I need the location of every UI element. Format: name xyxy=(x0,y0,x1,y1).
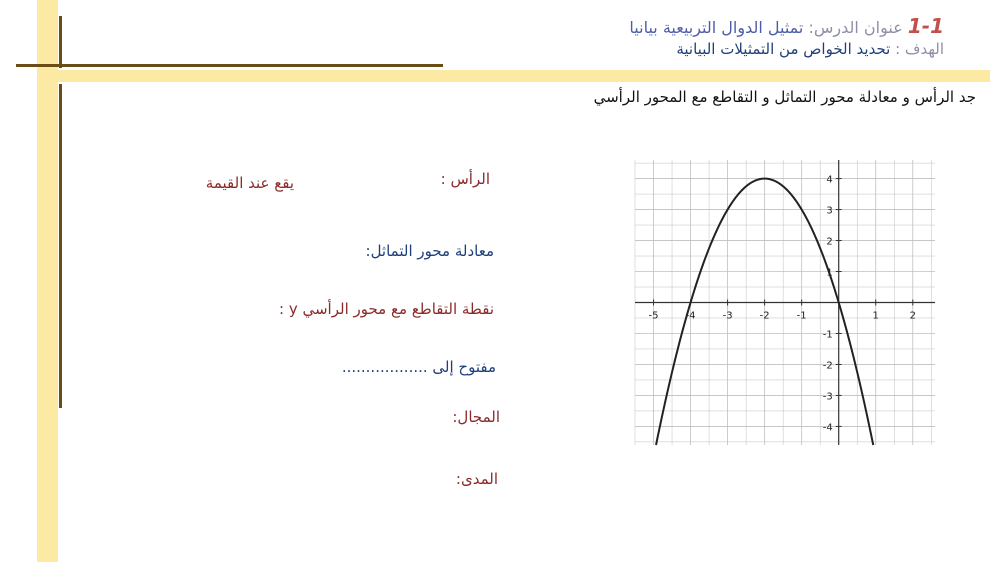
goal-line xyxy=(676,40,944,58)
opens-direction-label: مفتوح إلى .................. xyxy=(341,358,496,376)
decor-horizontal-bar xyxy=(37,70,990,82)
decor-vertical-line-top xyxy=(59,16,62,68)
lesson-number: 1-1 xyxy=(907,14,944,38)
parabola-graph xyxy=(625,150,945,455)
vertex-value[interactable]: يقع عند القيمة xyxy=(205,174,294,192)
y-tick-label: -4 xyxy=(822,422,833,434)
lesson-title-line xyxy=(629,14,944,38)
x-tick-label: -3 xyxy=(722,310,733,322)
y-intercept-label: نقطة التقاطع مع محور الرأسي y : xyxy=(279,300,494,318)
goal-text: تحديد الخواص من التمثيلات البيانية xyxy=(676,40,891,58)
x-tick-label: -4 xyxy=(685,310,696,322)
range-label: المدى: xyxy=(455,470,498,488)
y-tick-label: 2 xyxy=(826,236,833,248)
lesson-label: عنوان الدرس: xyxy=(808,18,903,37)
decor-vertical-bar xyxy=(37,0,58,562)
goal-label: الهدف : xyxy=(895,40,944,58)
y-tick-label: 3 xyxy=(826,205,833,217)
y-tick-label: 4 xyxy=(826,174,833,186)
decor-vertical-line-bottom xyxy=(59,84,62,408)
x-tick-label: -5 xyxy=(648,310,659,322)
decor-horizontal-line xyxy=(16,64,443,67)
x-tick-label: 1 xyxy=(872,310,879,322)
y-tick-label: 1 xyxy=(826,267,833,279)
x-tick-label: 2 xyxy=(909,310,916,322)
x-tick-label: -1 xyxy=(796,310,807,322)
instruction-text: جد الرأس و معادلة محور التماثل و التقاطع مع المحور الرأسي xyxy=(593,88,976,106)
y-tick-label: -1 xyxy=(822,329,833,341)
axis-of-symmetry-label: معادلة محور التماثل: xyxy=(365,242,494,260)
vertex-label: الرأس : xyxy=(440,170,490,188)
lesson-title: تمثيل الدوال التربيعية بيانيا xyxy=(629,18,804,37)
x-tick-label: -2 xyxy=(759,310,770,322)
domain-label: المجال: xyxy=(452,408,500,426)
y-tick-label: -3 xyxy=(822,391,833,403)
y-tick-label: -2 xyxy=(822,360,833,372)
